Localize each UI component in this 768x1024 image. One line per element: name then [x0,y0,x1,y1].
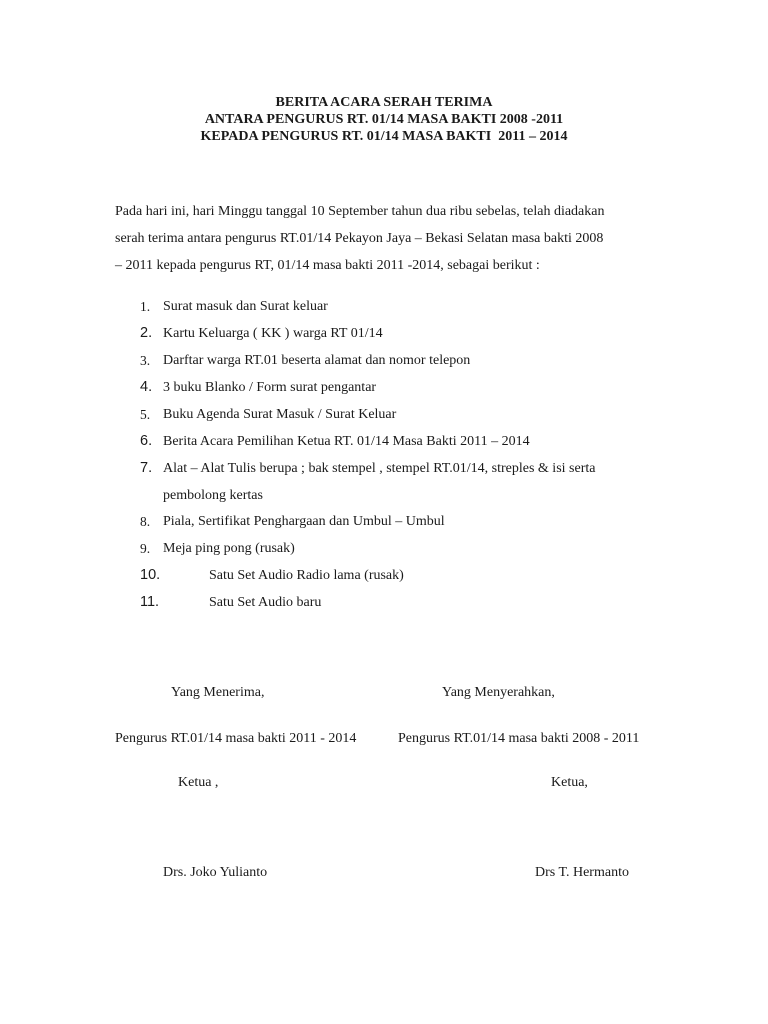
list-item-text: Kartu Keluarga ( KK ) warga RT 01/14 [163,326,383,341]
receiver-org: Pengurus RT.01/14 masa bakti 2011 - 2014 [115,731,357,746]
receiver-name: Drs. Joko Yulianto [163,865,268,880]
intro-line-3: – 2011 kepada pengurus RT, 01/14 masa bakti 2011 -2014, sebagai berikut : [115,258,540,273]
list-item-continuation: pembolong kertas [163,488,263,503]
list-item-text: Surat masuk dan Surat keluar [163,299,328,314]
intro-line-1: Pada hari ini, hari Minggu tanggal 10 September tahun dua ribu sebelas, telah diadakan [115,204,605,219]
list-item-text: Buku Agenda Surat Masuk / Surat Keluar [163,407,397,422]
list-item-text: Alat – Alat Tulis berupa ; bak stempel , stempel RT.01/14, streples & isi serta [163,461,596,476]
title-line-1: BERITA ACARA SERAH TERIMA [275,95,493,110]
title-line-2: ANTARA PENGURUS RT. 01/14 MASA BAKTI 2008 -2011 [204,112,564,127]
list-item-number: 9. [140,541,151,556]
list-item-number: 6. [140,433,153,449]
receiver-role: Ketua , [178,775,219,790]
list-item-text: 3 buku Blanko / Form surat pengantar [163,380,377,395]
list-item-number: 5. [140,407,151,422]
giver-role: Ketua, [551,775,588,790]
list-item-text: Satu Set Audio Radio lama (rusak) [209,568,404,583]
list-item-number: 8. [140,514,151,529]
list-item-text: Satu Set Audio baru [209,595,322,610]
list-item-number: 1. [140,299,151,314]
receiver-label: Yang Menerima, [171,685,265,700]
list-item-text: Piala, Sertifikat Penghargaan dan Umbul – Umbul [163,514,445,529]
list-item-number: 10. [140,567,161,583]
giver-org: Pengurus RT.01/14 masa bakti 2008 - 2011 [398,731,640,746]
title-line-3: KEPADA PENGURUS RT. 01/14 MASA BAKTI 2011 – 2014 [200,129,568,144]
list-item-number: 11. [140,594,160,610]
list-item-text: Meja ping pong (rusak) [163,541,295,556]
list-item-number: 2. [140,325,153,341]
list-item-text: Berita Acara Pemilihan Ketua RT. 01/14 Masa Bakti 2011 – 2014 [163,434,530,449]
list-item-number: 3. [140,353,151,368]
list-item-number: 4. [140,379,153,395]
giver-name: Drs T. Hermanto [535,865,629,880]
intro-line-2: serah terima antara pengurus RT.01/14 Pekayon Jaya – Bekasi Selatan masa bakti 2008 [115,231,604,246]
list-item-number: 7. [140,460,153,476]
list-item-text: Darftar warga RT.01 beserta alamat dan nomor telepon [163,353,471,368]
giver-label: Yang Menyerahkan, [442,685,555,700]
